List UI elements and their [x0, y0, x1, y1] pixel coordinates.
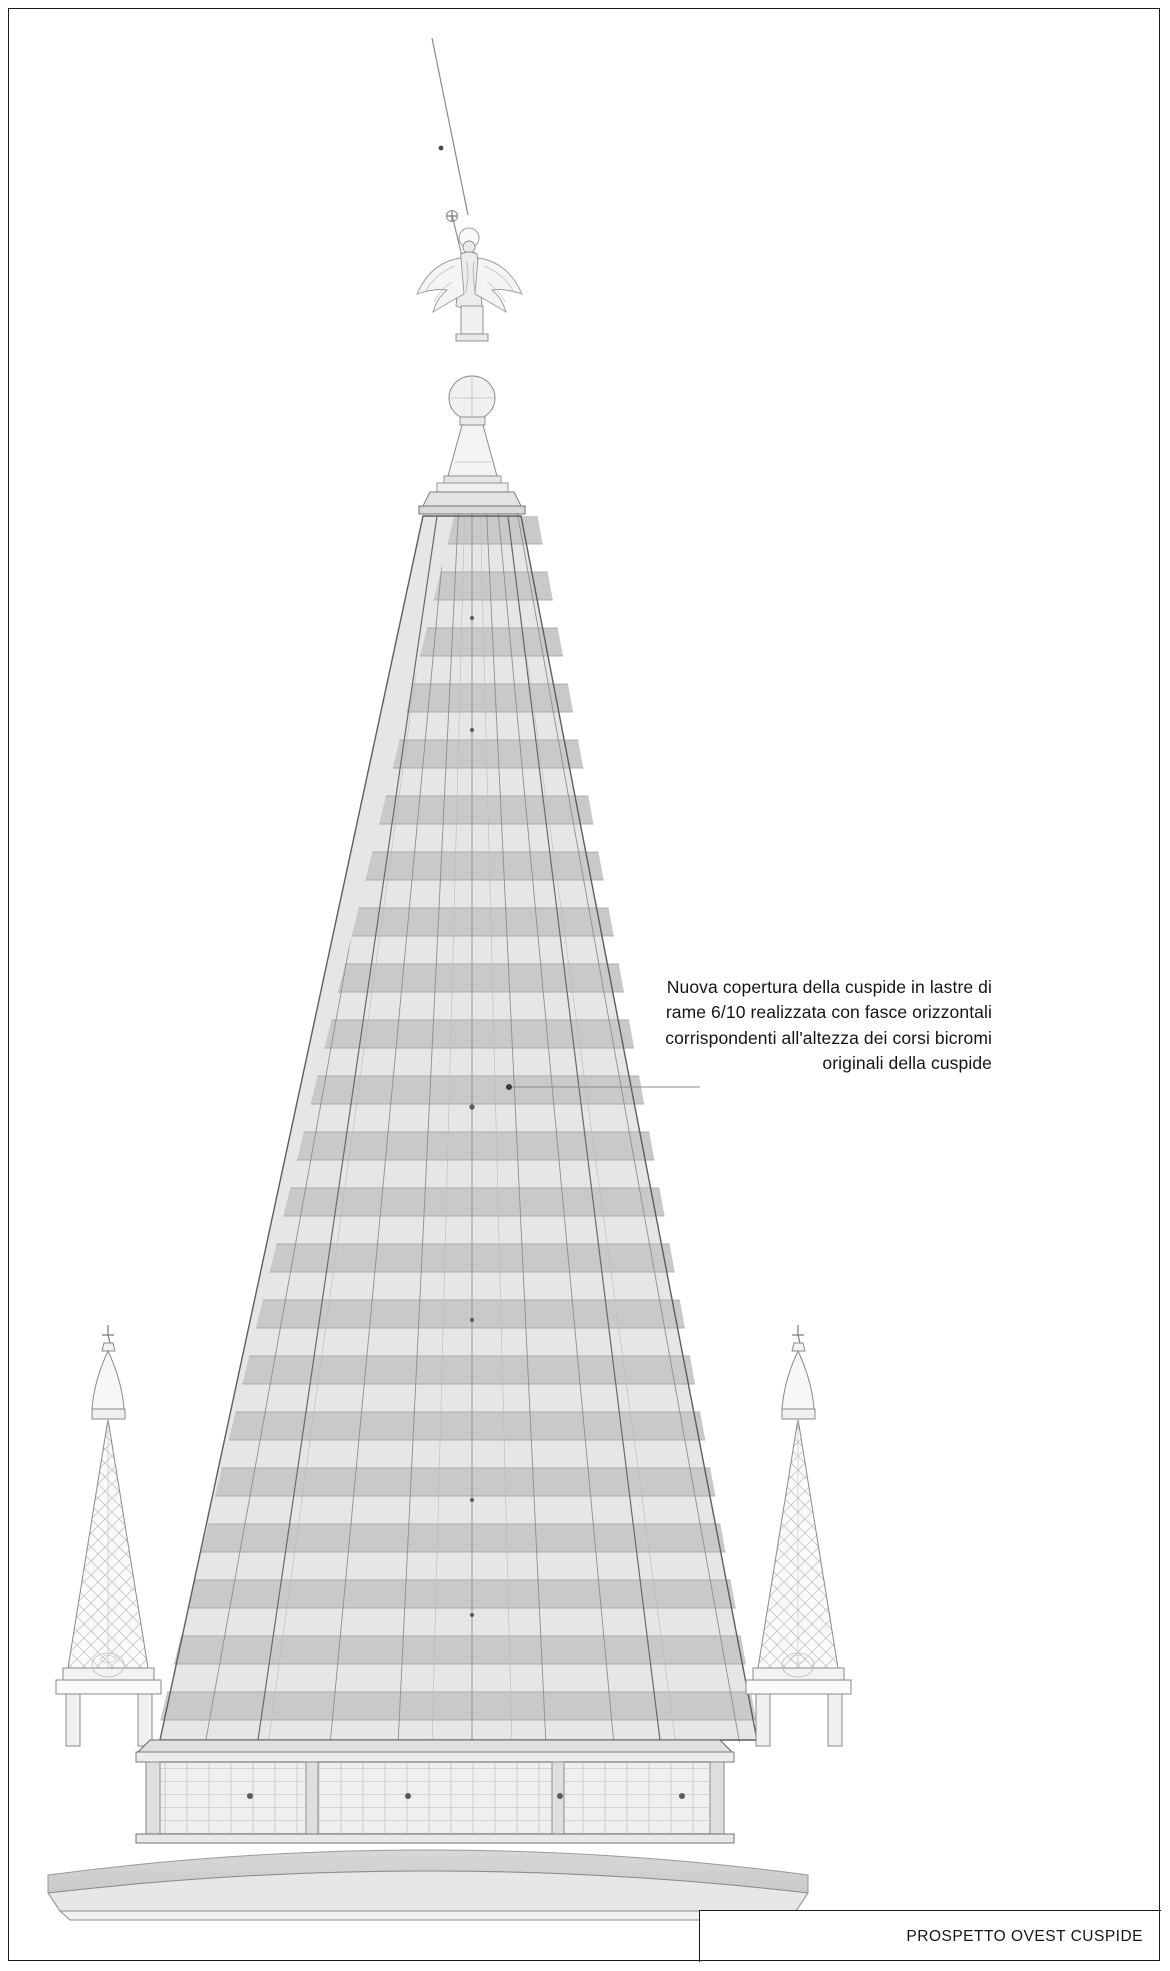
annotation-line-4: originali della cuspide — [822, 1053, 992, 1074]
cornice-base — [136, 1740, 734, 1762]
roof-sweep — [48, 1850, 808, 1920]
annotation-line-2: rame 6/10 realizzata con fasce orizzontali — [665, 1002, 992, 1023]
lightning-rod — [432, 38, 468, 215]
right-pinnacle — [746, 1325, 851, 1746]
angel-statue — [417, 211, 522, 342]
title-block — [699, 1910, 1161, 1962]
annotation-text — [612, 975, 992, 1077]
annotation-line-1: Nuova copertura della cuspide in lastre di — [666, 977, 992, 997]
cone-base — [419, 425, 525, 514]
annotation-line-3: corrispondenti all'altezza dei corsi bicromi — [665, 1027, 992, 1048]
drawing-title: PROSPETTO OVEST CUSPIDE — [906, 1927, 1143, 1945]
finial-sphere — [449, 376, 495, 425]
left-pinnacle — [56, 1325, 161, 1746]
masonry-drum — [136, 1762, 734, 1843]
